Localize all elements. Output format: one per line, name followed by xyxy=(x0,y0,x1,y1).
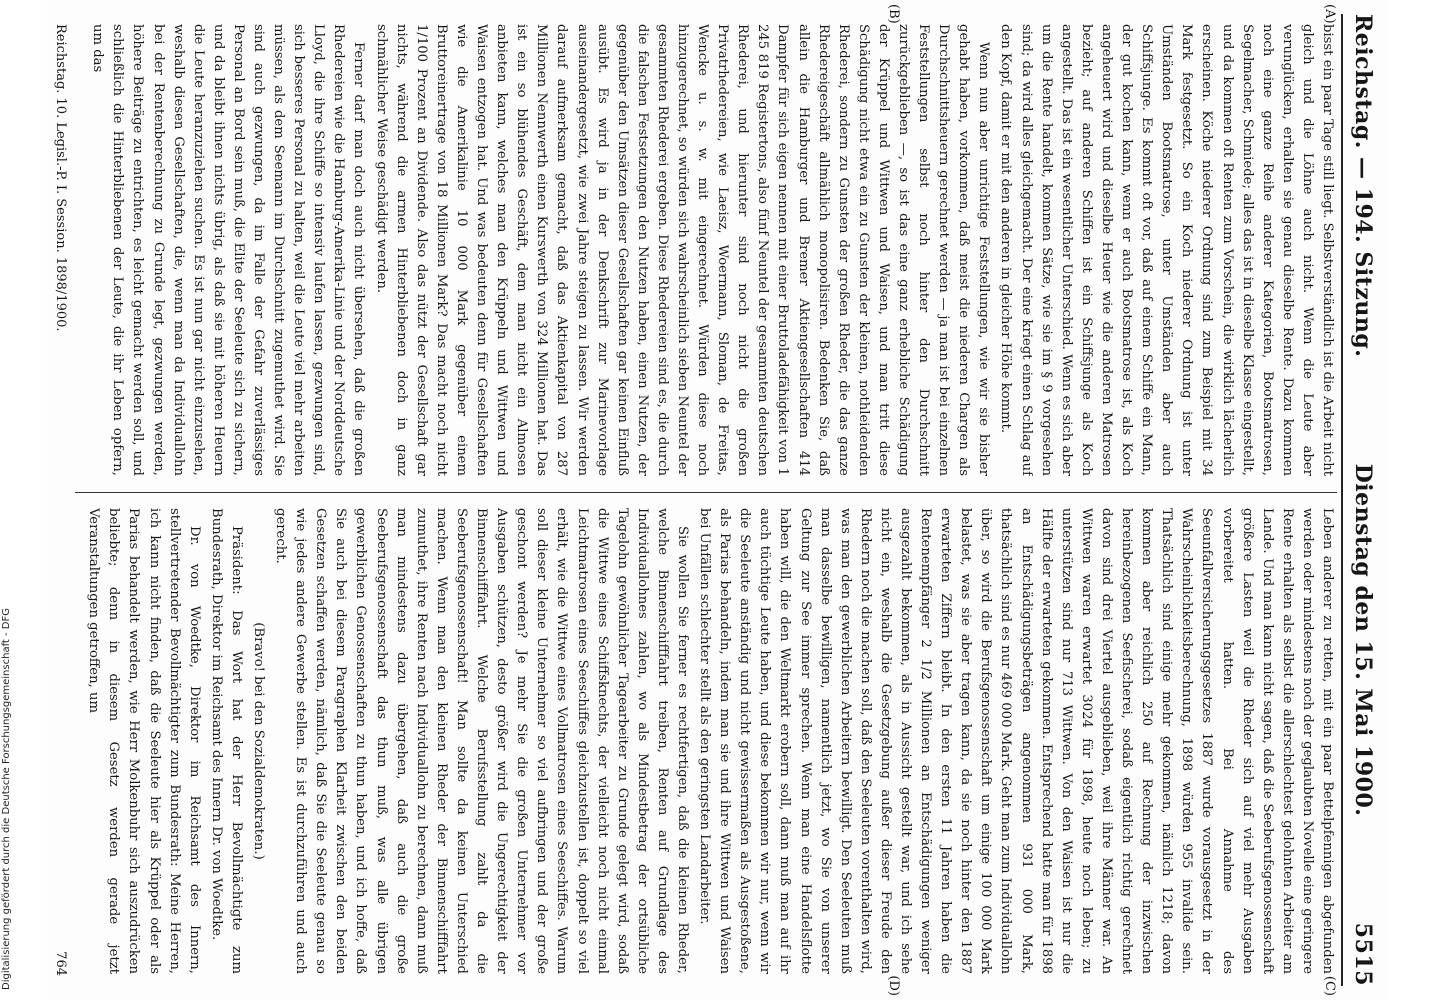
margin-marker-b: (B) xyxy=(886,4,901,24)
right-column xyxy=(75,508,1337,974)
newspaper-page xyxy=(47,0,1387,1000)
margin-marker-c: (C) xyxy=(1322,975,1337,996)
header-page-number: 5515 xyxy=(1350,922,1376,986)
header-left: Reichstag. — 194. Sitzung. xyxy=(1350,14,1376,358)
margin-marker-a: (A) xyxy=(1322,4,1337,24)
paragraph: bisst ein paar Tage still liegt. Selbstverständlich ist die Arbeit nicht gleich und die Löhne auch nicht. Wenn die Leute aber verunglücken, erhalten sie genau dieselbe Rente. Dazu kommen noch eine ganze Reihe anderer Kategorien, Bootsmatrosen, Segelmacher, Schmiede; alles das ist in dieselbe Klasse eingestellt, und da kommen oft Renten zum Vorschein, die wirklich lächerlich erscheinen. Köche niederer Ordnung sind zum Beispiel mit 34 Mark festgesetzt. So ein Koch niederer Ordnung ist unter Umständen Bootsmatrose, unter Umständen aber auch Schiffsjunge. Es kommt oft vor, daß auf einem Schiffe ein Mann, der gut kochen kann, wenn er auch Bootsmatrose ist, als Koch angeheuert wird und dieselbe Heuer wie die anderen Matrosen bezieht; auf anderen Schiffen ist ein Schiffsjunge als Koch angestellt. Das ist ein wesentlicher Unterschied. Wenn es sich aber um die Rente handelt, kommen Sätze, wie sie im § 9 vorgesehen sind; da wird alles gleichgemacht. Der eine kriegt einen Schlag auf den Kopf, damit er mit den anderen in gleicher Höhe kommt. xyxy=(998,24,1335,476)
footer-page-number: 764 xyxy=(53,951,68,976)
speaker-paragraph: Dr. von Woedtke, Direktor im Reichsamt des Innern, stellvertretender Bevollmächtigter zum Bundesrath: Meine Herren, ich kann nicht finden, daß die Seeleute hier als Krüppel oder als Parias behandelt werden, wie Herr Molkenbuhr sich auszudrücken beliebte; denn in diesem Gesetz werden gerade jetzt Veranstaltungen getroffen, um xyxy=(86,508,202,974)
applause-note: (Bravo! bei den Sozialdemokraten.) xyxy=(251,622,267,860)
speaker-paragraph: Präsident: Das Wort hat der Herr Bevollmächtigte zum Bundesrath, Direktor im Reichsamt des Innern Dr. von Woedtke. xyxy=(208,508,244,974)
paragraph: Leben anderer zu retten, mit ein paar Bettelpfennigen abgefunden werden oder mindestens noch der geglaubten Novelle eine geringere Rente erhalten als selbst die allerschlechtest gelohnten Arbeiter am Lande. Und man kann nicht sagen, daß die Seeberufsgenossenschaft größere Lasten weil die Rheder sich auf viel mehr Ausgaben vorbereitet hatten. Bei Annahme des Seeunfallversicherungsgesetzes 1887 wurde vorausgesetzt in der Wahrscheinlichkeitsberechnung, 1898 würden 955 invalide sein. Thatsächlich sind einige mehr gekommen, nämlich 1218; davon kommen aber reichlich 250 auf Rechnung der inzwischen hereinbezogenen Seefischerei, sodaß eigentlich richtig gerechnet davon sind drei Viertel ausgeblieben, weil ihre Männer war. An Wittwen waren erwartet 3024 für 1898, heute noch leben; zu unterstützen sind nur 713 Wittwen. Von den Waisen ist nur die Hälfte der erwarteten gekommen. Entsprechend hatte man für 1898 an Entschädigungsbeträgen angenommen 931 000 Mark, thatsächlich sind es nur 469 000 Mark. Geht man zum Individuallohn über, so wird die Berufsgenossenschaft um einige 100 000 Mark belastet, was sie aber tragen kann, da sie noch hinter den 1887 erwarteten Ziffern bleibt. In den ersten 11 Jahren haben die Rentenempfänger 2 1/2 Millionen an Entschädigungen weniger ausgezahlt bekommen, als in Aussicht gestellt war, und ich sehe nicht ein, weshalb die Gesetzgebung außer dieser Freude den Rhedern noch die machen soll, daß den Seeleuten vorenthalten wird, was man den gewerblichen Arbeitern bewilligt. Den Seeleuten muß man dasselbe bewilligen, namentlich jetzt, wo Sie von unserer Geltung zur See immer sprechen. Wenn man eine Handelsflotte haben will, die den Weltmarkt erobern soll, dann muß man auf ihr auch tüchtige Leute haben, und diese bekommen wir nur, wenn wir die Seeleute anständig und nicht gewissermaßen als Ausgestoßene, als Parias behandeln, indem man sie und ihre Wittwen und Waisen bei Unfällen schlechter stellt als den geringsten Landarbeiter. xyxy=(697,508,1335,974)
signature-footer: Reichstag. 10. Legisl.-P. I. Session. 1898/1900. xyxy=(53,24,68,332)
column-divider xyxy=(75,492,1337,493)
paragraph: Ferner darf man doch auch nicht übersehen, daß die großen Rhedereien wie die Hamburg-Amerika-Linie und der Norddeutsche Lloyd, die ihre Schiffe so intensiv laufen lassen, gezwungen sind, sich besseres Personal zu halten, weil die Leute viel mehr arbeiten müssen, als dem Seemann im Durchschnitt zugemuthet wird. Sie sind auch gezwungen, da im Falle der Gefahr zuverlässiges Personal an Bord sein muß, die Elite der Seeleute sich zu sichern, und da bleibt ihnen nichts übrig, als daß sie mit höheren Heuern die Leute heranzuziehen suchen. Es ist nun gar nicht einzusehen, weshalb diesen Gesellschaften, die, wenn man da Individuallohn bei der Rentenberechnung zu Grunde legt, gezwungen werden, höhere Beiträge zu entrichten, es leicht gemacht werden soll, und schließlich die Hinterbliebenen der Leute, die ihr Leben opfern, um das xyxy=(90,24,367,476)
paragraph: Sie wollen Sie ferner es rechtfertigen, daß die kleinen Rheder, welche Binnenschifffahrt treiben, Renten auf Grundlage des Individuallohnes zahlen, wo als Mindestbetrag der ortsübliche Tagelohn gewöhnlicher Tagearbeiter zu Grunde gelegt wird, sodaß die Wittwe eines Schiffsknechts, der vielleicht noch nicht einmal Leichtmatrosen eines Seeschiffes gleichzustellen ist, doppelt so viel erhält, wie die Wittwe eines Vollmatrosen eines Seeschiffes. Warum soll dieser kleine Unternehmer so viel aufbringen und der große geschont werden? Je mehr Sie die großen Unternehmer vor Ausgaben schützen, desto größer wird die Ungerechtigkeit der Binnenschifffahrt. Welche Berufsstellung zahlt da die Seeberufsgenossenschaft! Man sollte da keinen Unterschied machen. Wenn man den kleinen Rheder der Binnenschifffahrt zumuthet, ihre Renten nach Individuallohn zu berechnen, dann muß man mindestens dazu übergehen, daß auch die große Seeberufsgenossenschaft das thun muß, was alle übrigen gewerblichen Genossenschaften zu thun haben, und ich hoffe, daß Sie auch bei diesem Paragraphen Klarheit zwischen den beiden Gesetzen schaffen werden, nämlich, daß Sie die Seeleute genau so wie jedes andere Gewerbe stellen. Es ist durchzuführen und auch gerecht. xyxy=(273,508,690,974)
paragraph: Wenn nun aber unrichtige Feststellungen, wie wir sie bisher gehabt haben, vorkommen, daß meist die niederen Chargen als Durchschnittsheuern gerechnet werden — ja man ist bei einzelnen Feststellungen selbst noch hinter den Durchschnitt zurückgeblieben —, so ist das eine ganz erhebliche Schädigung der Krüppel und Wittwen und Waisen, und man tritt diese Schädigung nicht etwa ein zu Gunsten der kleinen, nothleidenden Rhederei, sondern zu Gunsten der großen Rheder, die das ganze Rhedereigeschäft allmählich monopolisiren. Bedenken Sie, daß allein die Hamburger und Bremer Aktiengesellschaften 414 Dampfer für sich eigen nennen mit einer Bruttoladefähigkeit von 1 245 819 Registertons, also fünf Neuntel der gesammten deutschen Rhederei, und hierunter sind noch nicht die großen Privatrhedereien, wie Laeisz, Woermann, Sloman, de Freitas, Wencke u. s. w. mit eingerechnet. Würden diese noch hinzugerechnet, so würden sich wahrscheinlich sieben Neuntel der gesammten Rhederei ergeben. Diese Rhedereien sind es, die durch die falschen Festsetzungen den Nutzen haben, einen Nutzen, der gegenüber den Umsätzen dieser Gesellschaften gar keinen Einfluß ausübt. Es wird ja in der Denkschrift zur Marinevorlage auseinandergesetzt, wie zwei Jahre steigen zu lassen. Wir werden darauf aufmerksam gemacht, daß das Aktienkapital von 287 Millionen Nennwerth einen Kurswerth von 324 Millionen hat. Das ist ein so blühendes Geschäft, dem man nicht ein Almosen anbieten kann, welches man den Krüppeln und Wittwen und Waisen entzogen hat. Und was bedeuten denn für Gesellschaften wie die Amerikalinie 10 000 Mark gegenüber einem Bruttoreinertrage von 18 Millionen Mark? Das macht noch nicht 1/100 Prozent an Dividende. Also das nützt der Gesellschaft gar nichts, während die armen Hinterbliebenen doch in ganz schmählicher Weise geschädigt werden. xyxy=(373,24,992,476)
digitization-credit: Digitalisierung gefördert durch die Deutsche Forschungsgemeinschaft - DFG xyxy=(1,607,12,990)
header-date: Dienstag den 15. Mai 1900. xyxy=(1350,463,1376,817)
page-header xyxy=(1341,14,1383,986)
margin-marker-d: (D) xyxy=(886,975,901,996)
left-column xyxy=(75,24,1337,476)
